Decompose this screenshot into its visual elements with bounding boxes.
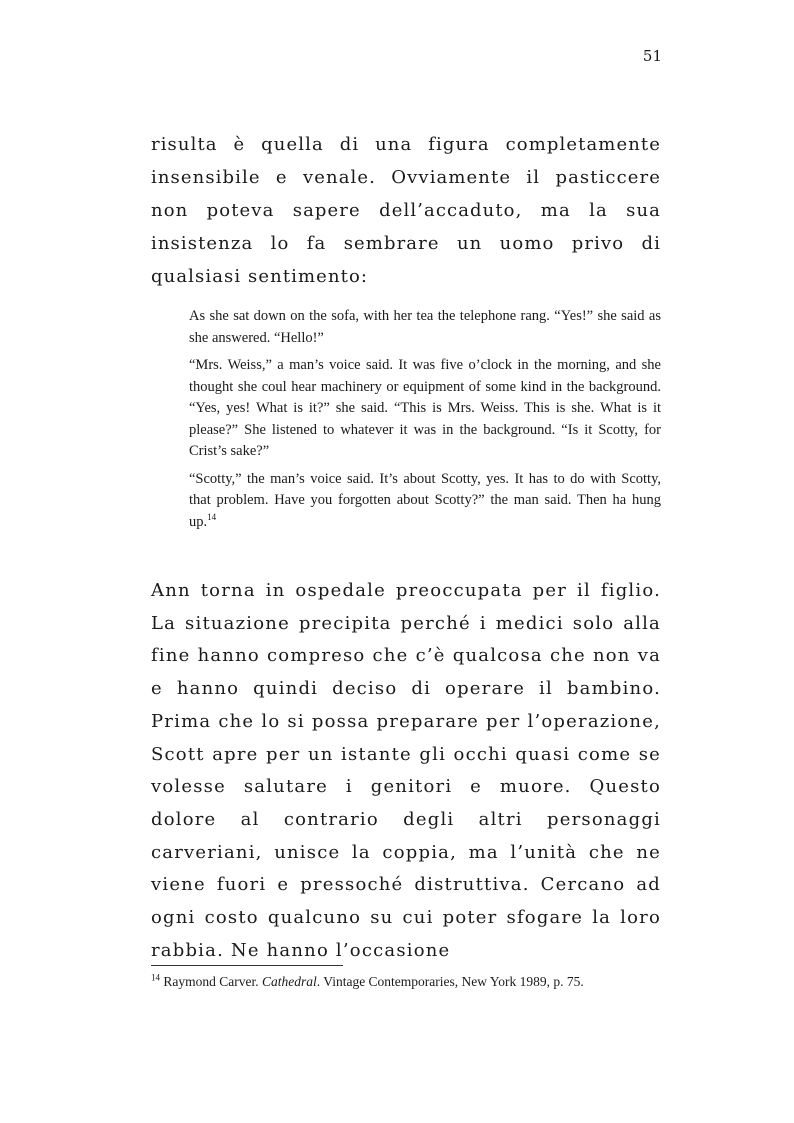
quote-paragraph xyxy=(189,355,661,463)
block-quote xyxy=(189,306,661,539)
quote-paragraph-text: “Mrs. Weiss,” a man’s voice said. It was five o’clock in the morning, and she thought she coul hear machinery or equipment of some kind in the background. “Yes, yes! What is it?” she said. “This is Mrs. Weiss. This is she. What is it please?” She listened to whatever it was in the background. “Is it Scotty, for Crist’s sake?” xyxy=(189,357,661,459)
quote-paragraph: As she sat down on the sofa, with her tea the telephone rang. “Yes!” she said as she answered. “Hello!” xyxy=(189,308,661,346)
quote-paragraph-text: “Scotty,” the man’s voice said. It’s about Scotty, yes. It has to do with Scotty, that problem. Have you forgotten about Scotty?” the man said. Then ha hung up. xyxy=(189,470,661,530)
footnote-author: Raymond Carver. xyxy=(163,974,259,989)
footnote-title: Cathedral xyxy=(261,974,317,989)
footnote-marker: 14 xyxy=(151,972,160,983)
body-paragraph: risulta è quella di una figura completamente insensibile e venale. Ovviamente il pasticcere non poteva sapere dell’accaduto, ma la sua insistenza lo fa sembrare un uomo privo di qualsiasi sentimento: xyxy=(151,134,661,287)
footnote-reference[interactable]: 14 xyxy=(207,511,217,522)
footnote-details: . Vintage Contemporaries, New York 1989, p. 75. xyxy=(316,974,584,989)
body-paragraph: Ann torna in ospedale preoccupata per il figlio. La situazione precipita perché i medici solo alla fine hanno compreso che c’è qualcosa che non va e hanno quindi deciso di operare il bambino. Prima che lo si possa preparare per l’operazione, Scott apre per un istante gli occhi quasi come se volesse salutare i genitori e muore. Questo dolore al contrario degli altri personaggi carveriani, unisce la coppia, ma l’unità che ne viene fuori e pressoché distruttiva. Cercano ad ogni costo qualcuno su cui poter sfogare la loro rabbia. Ne hanno l’occasione xyxy=(151,580,661,961)
footnote-divider xyxy=(151,965,343,966)
footnote xyxy=(151,972,671,992)
quote-paragraph xyxy=(189,469,661,534)
page-number: 51 xyxy=(642,47,662,65)
